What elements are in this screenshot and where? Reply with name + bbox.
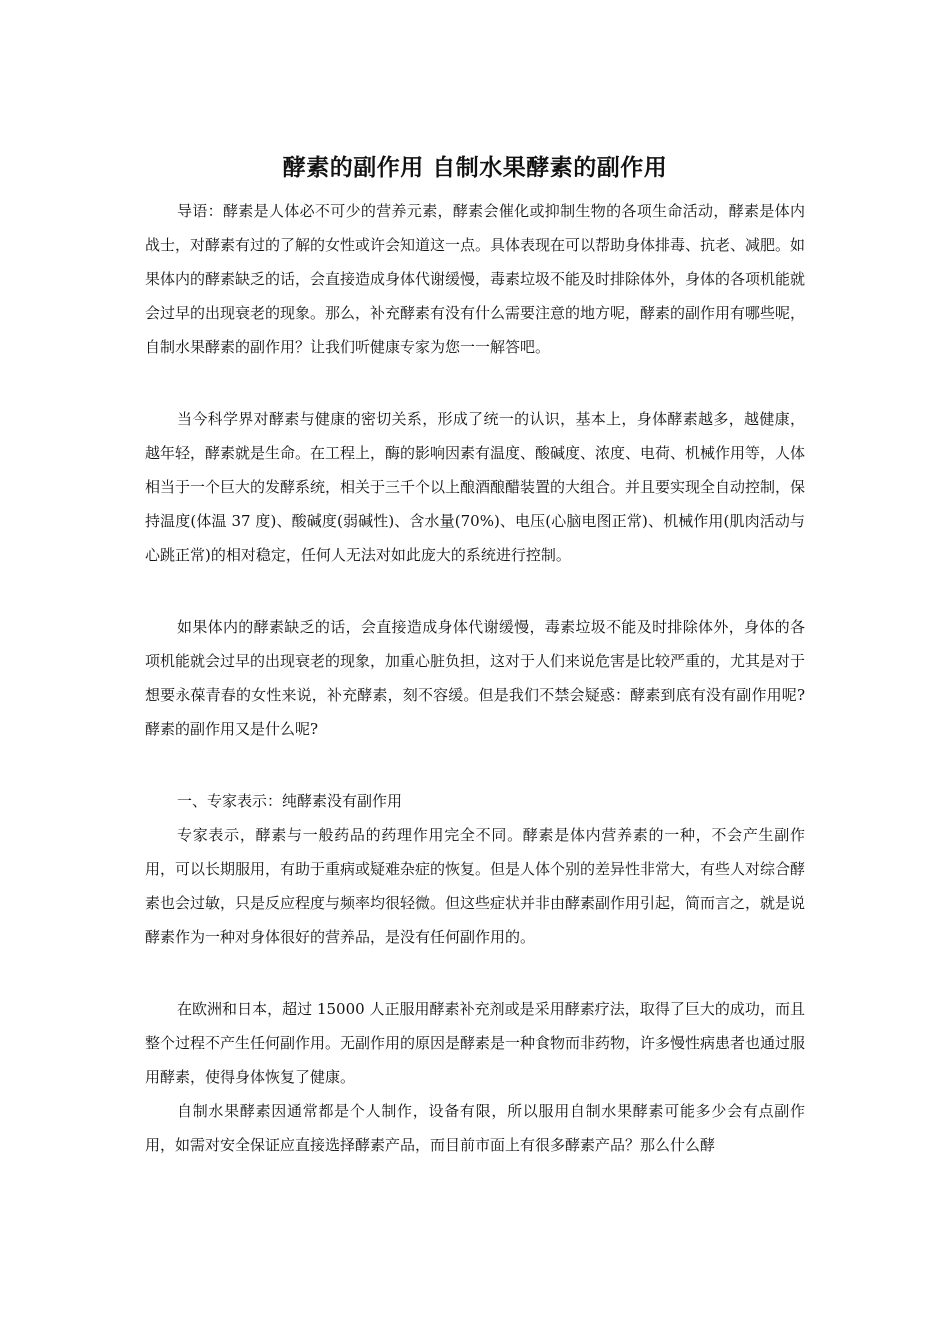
section-paragraph: 自制水果酵素因通常都是个人制作，设备有限，所以服用自制水果酵素可能多少会有点副作用，如需对安全保证应直接选择酵素产品，而目前市面上有很多酵素产品？那么什么酵 <box>145 1102 805 1154</box>
section-paragraph: 在欧洲和日本，超过 15000 人正服用酵素补充剂或是采用酵素疗法，取得了巨大的成功，而且整个过程不产生任何副作用。无副作用的原因是酵素是一种食物而非药物，许多慢性病患者也通过服用酵素，使得身体恢复了健康。 <box>145 1000 806 1086</box>
document-title: 酵素的副作用 自制水果酵素的副作用 <box>282 155 668 181</box>
document-body <box>145 194 805 1162</box>
body-paragraph: 当今科学界对酵素与健康的密切关系，形成了统一的认识，基本上，身体酵素越多，越健康，越年轻，酵素就是生命。在工程上，酶的影响因素有温度、酸碱度、浓度、电荷、机械作用等，人体相当于一个巨大的发酵系统，相关于三千个以上酿酒酿醋装置的大组合。并且要实现全自动控制，保持温度(体温 37 度)、酸碱度(弱碱性)、含水量(70%)、电压(心脑电图正常)、机械作用(肌肉活动与心跳正常)的相对稳定，任何人无法对如此庞大的系统进行控制。 <box>145 410 806 564</box>
section-paragraph: 专家表示，酵素与一般药品的药理作用完全不同。酵素是体内营养素的一种，不会产生副作用，可以长期服用，有助于重病或疑难杂症的恢复。但是人体个别的差异性非常大，有些人对综合酵素也会过敏，只是反应程度与频率均很轻微。但这些症状并非由酵素副作用引起，简而言之，就是说酵素作为一种对身体很好的营养品，是没有任何副作用的。 <box>145 826 806 946</box>
intro-paragraph: 导语：酵素是人体必不可少的营养元素，酵素会催化或抑制生物的各项生命活动，酵素是体内战士，对酵素有过的了解的女性或许会知道这一点。具体表现在可以帮助身体排毒、抗老、减肥。如果体内的酵素缺乏的话，会直接造成身体代谢缓慢，毒素垃圾不能及时排除体外，身体的各项机能就会过早的出现衰老的现象。那么，补充酵素有没有什么需要注意的地方呢，酵素的副作用有哪些呢，自制水果酵素的副作用？让我们听健康专家为您一一解答吧。 <box>145 202 806 356</box>
section-heading: 一、专家表示：纯酵素没有副作用 <box>177 792 403 810</box>
body-paragraph: 如果体内的酵素缺乏的话，会直接造成身体代谢缓慢，毒素垃圾不能及时排除体外，身体的各项机能就会过早的出现衰老的现象，加重心脏负担，这对于人们来说危害是比较严重的，尤其是对于想要永葆青春的女性来说，补充酵素，刻不容缓。但是我们不禁会疑惑：酵素到底有没有副作用呢?酵素的副作用又是什么呢? <box>145 618 806 738</box>
